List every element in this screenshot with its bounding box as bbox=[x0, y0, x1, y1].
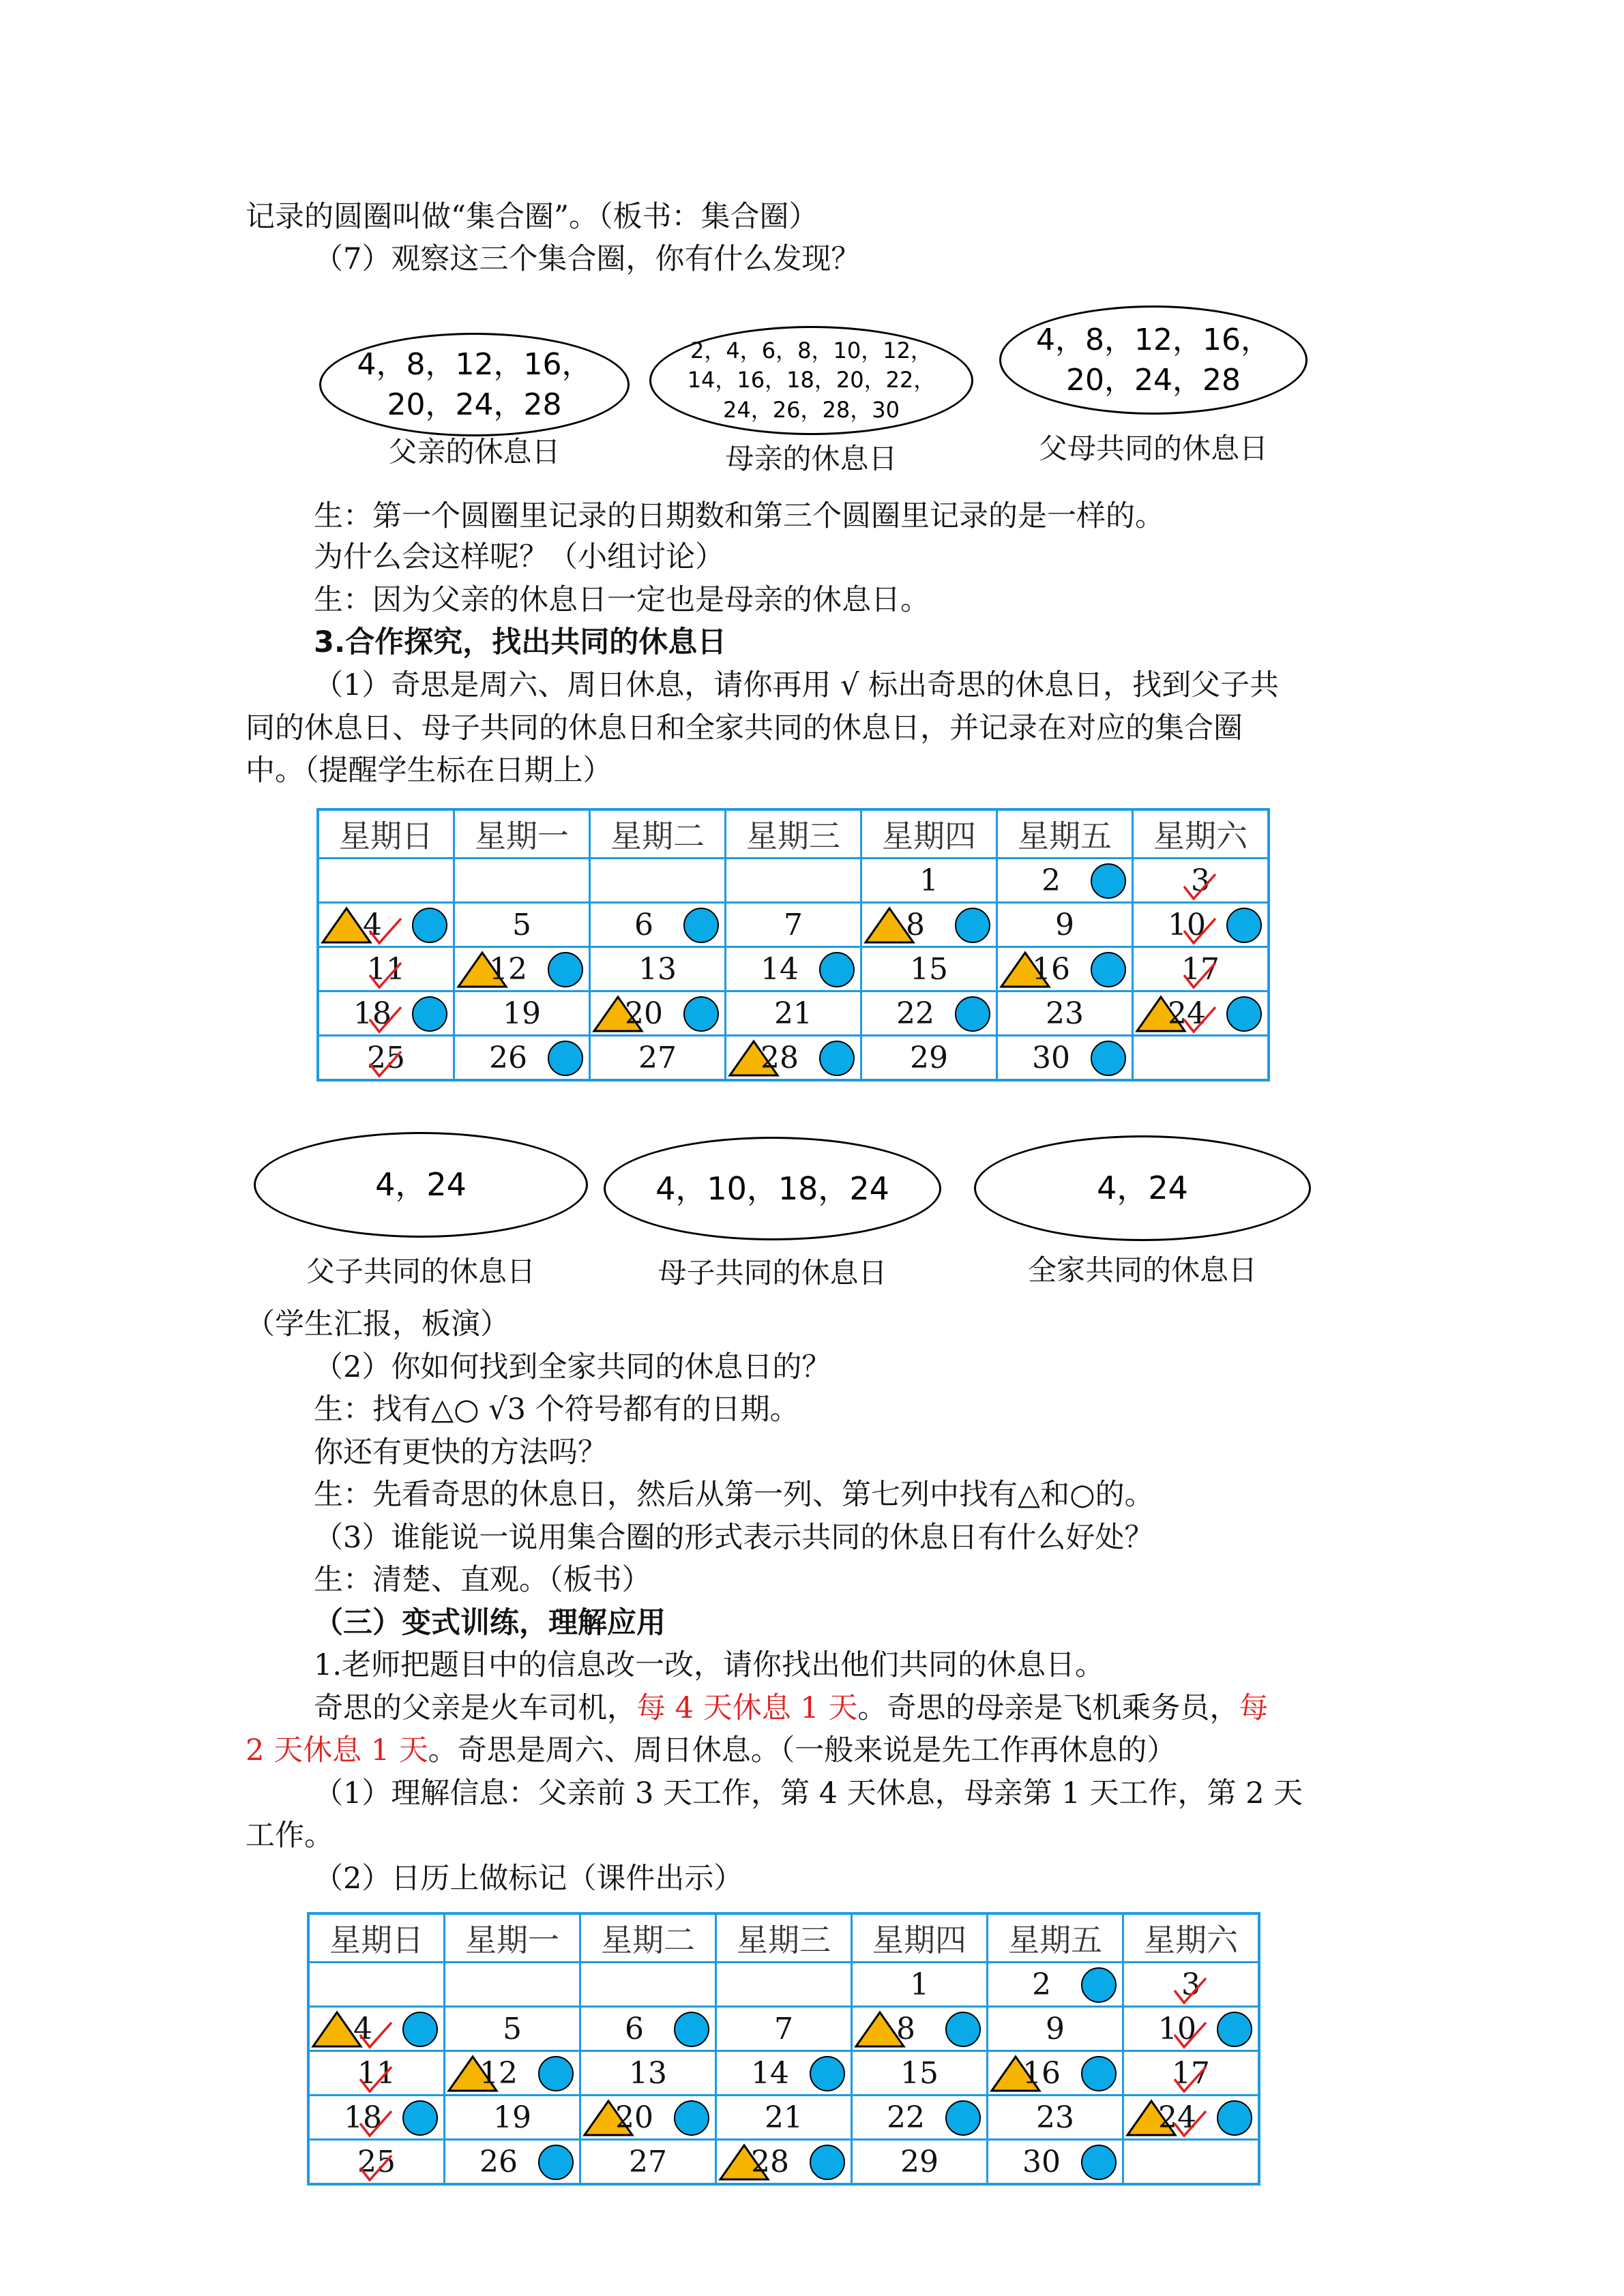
circle-mark-icon bbox=[548, 1041, 583, 1076]
text-line bbox=[314, 1688, 1268, 1729]
calendar-day-cell bbox=[318, 992, 454, 1036]
calendar-day-cell bbox=[308, 2140, 445, 2185]
text-line: 生：先看奇思的休息日，然后从第一列、第七列中找有△和○的。 bbox=[314, 1478, 1154, 1512]
day-number: 22 bbox=[887, 2100, 925, 2135]
highlight-text: 每 4 天休息 1 天 bbox=[636, 1691, 858, 1725]
calendar-day-cell bbox=[716, 2096, 852, 2140]
circle-mark-icon bbox=[819, 1041, 855, 1076]
day-number: 18 bbox=[344, 2100, 382, 2135]
calendar-week-row bbox=[308, 2007, 1259, 2051]
calendar-week-row bbox=[308, 2051, 1259, 2096]
calendar-day-cell bbox=[997, 992, 1133, 1036]
circle-mark-icon bbox=[674, 2012, 709, 2047]
day-number: 8 bbox=[896, 2011, 915, 2046]
weekday-header: 星期三 bbox=[726, 809, 861, 859]
day-number: 20 bbox=[615, 2100, 653, 2135]
weekday-header: 星期五 bbox=[988, 1913, 1123, 1963]
calendar-day-cell bbox=[1123, 2051, 1260, 2096]
set-values: 14，16，18，20，22， bbox=[687, 367, 936, 393]
day-number: 20 bbox=[625, 996, 663, 1031]
day-number: 6 bbox=[634, 907, 653, 942]
section-heading: 3.合作探究，找出共同的休息日 bbox=[314, 625, 727, 659]
day-number: 1 bbox=[910, 1967, 929, 2002]
circle-mark-icon bbox=[945, 2100, 981, 2136]
calendar-week-row bbox=[318, 1036, 1269, 1081]
circle-mark-icon bbox=[412, 908, 447, 943]
calendar-day-cell bbox=[454, 947, 590, 992]
day-number: 28 bbox=[751, 2144, 789, 2179]
calendar-day-cell bbox=[1123, 2007, 1260, 2051]
calendar-day-cell bbox=[988, 2051, 1123, 2096]
calendar-day-cell bbox=[1123, 2096, 1260, 2140]
calendar-day-cell bbox=[580, 2007, 716, 2051]
calendar-week-row bbox=[318, 903, 1269, 947]
text-line: （1）理解信息：父亲前 3 天工作，第 4 天休息，母亲第 1 天工作，第 2 天 bbox=[314, 1776, 1303, 1810]
text-part: 奇思的父亲是火车司机， bbox=[314, 1691, 636, 1725]
checkmark-icon bbox=[1181, 871, 1218, 901]
calendar-day-cell bbox=[852, 1963, 988, 2007]
set-values: 4，10，18，24 bbox=[655, 1169, 889, 1207]
text-line: 生：找有△○ √3 个符号都有的日期。 bbox=[314, 1392, 799, 1427]
calendar-day-cell bbox=[726, 903, 861, 947]
calendar-day-cell bbox=[580, 2051, 716, 2096]
calendar-day-cell bbox=[590, 903, 726, 947]
checkmark-icon bbox=[357, 2064, 394, 2094]
calendar-day-cell bbox=[445, 1963, 580, 2007]
day-number: 1 bbox=[919, 863, 939, 898]
set-caption: 父母共同的休息日 bbox=[1038, 432, 1268, 465]
set-circle bbox=[604, 1137, 941, 1240]
set-values: 4，8，12，16， bbox=[357, 346, 592, 382]
calendar-day-cell bbox=[861, 947, 997, 992]
calendar-day-cell bbox=[318, 1036, 454, 1081]
circle-mark-icon bbox=[1226, 996, 1262, 1032]
set-caption: 母子共同的休息日 bbox=[658, 1256, 887, 1289]
day-number: 19 bbox=[503, 996, 541, 1031]
calendar-week-row bbox=[308, 2140, 1259, 2185]
set-caption: 父子共同的休息日 bbox=[306, 1255, 535, 1288]
day-number: 26 bbox=[479, 2144, 518, 2179]
circle-mark-icon bbox=[538, 2145, 574, 2180]
weekday-header: 星期三 bbox=[716, 1913, 852, 1963]
text-line: 记录的圆圈叫做“集合圈”。（板书：集合圈） bbox=[246, 200, 818, 234]
calendar-week-row bbox=[318, 947, 1269, 992]
circle-mark-icon bbox=[810, 2056, 845, 2091]
set-caption: 父亲的休息日 bbox=[388, 435, 561, 468]
calendar-day-cell bbox=[852, 2096, 988, 2140]
day-number: 21 bbox=[765, 2100, 803, 2135]
weekday-header: 星期二 bbox=[590, 809, 726, 859]
day-number: 27 bbox=[629, 2144, 667, 2179]
day-number: 15 bbox=[910, 951, 948, 987]
day-number: 25 bbox=[367, 1040, 405, 1075]
day-number: 27 bbox=[638, 1040, 677, 1075]
set-circle bbox=[999, 305, 1308, 415]
circle-mark-icon bbox=[402, 2012, 438, 2047]
text-line: 生：清楚、直观。（板书） bbox=[314, 1563, 651, 1597]
day-number: 24 bbox=[1158, 2100, 1196, 2135]
calendar-day-cell bbox=[861, 859, 997, 903]
calendar-day-cell bbox=[726, 859, 861, 903]
day-number: 2 bbox=[1032, 1967, 1051, 2002]
calendar-day-cell bbox=[580, 2140, 716, 2185]
checkmark-icon bbox=[367, 1049, 404, 1079]
calendar-day-cell bbox=[318, 859, 454, 903]
checkmark-icon bbox=[357, 2153, 394, 2183]
checkmark-icon bbox=[367, 1004, 404, 1034]
text-line: （7）观察这三个集合圈，你有什么发现？ bbox=[314, 242, 861, 276]
calendar-day-cell bbox=[1133, 992, 1269, 1036]
calendar-day-cell bbox=[1133, 1036, 1269, 1081]
circle-mark-icon bbox=[810, 2145, 845, 2180]
calendar-day-cell bbox=[988, 2007, 1123, 2051]
calendar-day-cell bbox=[454, 1036, 590, 1081]
day-number: 23 bbox=[1046, 996, 1084, 1031]
calendar-day-cell bbox=[716, 1963, 852, 2007]
calendar-day-cell bbox=[997, 859, 1133, 903]
circle-mark-icon bbox=[1081, 2145, 1117, 2180]
calendar-day-cell bbox=[852, 2007, 988, 2051]
weekday-header: 星期四 bbox=[852, 1913, 988, 1963]
day-number: 29 bbox=[900, 2144, 939, 2179]
highlight-text: 每 bbox=[1239, 1691, 1269, 1725]
set-caption: 母亲的休息日 bbox=[725, 442, 898, 475]
calendar-day-cell bbox=[308, 1963, 445, 2007]
circle-mark-icon bbox=[674, 2100, 709, 2136]
day-number: 8 bbox=[906, 907, 925, 942]
day-number: 10 bbox=[1158, 2011, 1196, 2046]
text-line: （2）你如何找到全家共同的休息日的？ bbox=[314, 1350, 831, 1384]
checkmark-icon bbox=[1172, 1976, 1209, 2006]
day-number: 11 bbox=[357, 2055, 396, 2091]
checkmark-icon bbox=[1181, 916, 1218, 946]
day-number: 4 bbox=[353, 2011, 372, 2046]
text-line bbox=[246, 1730, 1176, 1771]
text-line: 1.老师把题目中的信息改一改，请你找出他们共同的休息日。 bbox=[314, 1648, 1105, 1682]
day-number: 18 bbox=[353, 996, 392, 1031]
day-number: 22 bbox=[896, 996, 934, 1031]
calendar-day-cell bbox=[445, 2007, 580, 2051]
calendar-day-cell bbox=[454, 992, 590, 1036]
calendar-week-row bbox=[318, 992, 1269, 1036]
calendar-day-cell bbox=[726, 947, 861, 992]
day-number: 5 bbox=[512, 907, 531, 942]
weekday-header: 星期六 bbox=[1123, 1913, 1260, 1963]
day-number: 23 bbox=[1036, 2100, 1074, 2135]
calendar-day-cell bbox=[454, 903, 590, 947]
highlight-text: 2 天休息 1 天 bbox=[246, 1733, 428, 1768]
circle-mark-icon bbox=[1081, 1967, 1117, 2003]
weekday-header: 星期一 bbox=[445, 1913, 580, 1963]
checkmark-icon bbox=[357, 2108, 394, 2138]
set-circle bbox=[319, 333, 630, 436]
checkmark-icon bbox=[1181, 1004, 1218, 1034]
day-number: 12 bbox=[479, 2055, 518, 2091]
calendar-day-cell bbox=[716, 2051, 852, 2096]
day-number: 14 bbox=[751, 2055, 789, 2091]
calendar-day-cell bbox=[852, 2051, 988, 2096]
text-part: 。奇思是周六、周日休息。（一般来说是先工作再休息的） bbox=[428, 1733, 1177, 1768]
circle-mark-icon bbox=[683, 996, 719, 1032]
day-number: 26 bbox=[489, 1040, 527, 1075]
text-line: （3）谁能说一说用集合圈的形式表示共同的休息日有什么好处？ bbox=[314, 1521, 1154, 1555]
day-number: 9 bbox=[1055, 907, 1074, 942]
calendar-day-cell bbox=[997, 947, 1133, 992]
set-values: 20，24，28 bbox=[1066, 363, 1241, 398]
circle-mark-icon bbox=[955, 908, 990, 943]
set-values: 2，4，6，8，10，12， bbox=[690, 338, 932, 364]
circle-mark-icon bbox=[1091, 1041, 1126, 1076]
checkmark-icon bbox=[1181, 960, 1218, 990]
calendar-day-cell bbox=[580, 2096, 716, 2140]
text-line: 同的休息日、母子共同的休息日和全家共同的休息日，并记录在对应的集合圈 bbox=[246, 711, 1243, 745]
circle-mark-icon bbox=[412, 996, 447, 1032]
weekday-header: 星期一 bbox=[454, 809, 590, 859]
day-number: 12 bbox=[489, 951, 527, 987]
calendar-day-cell bbox=[308, 2051, 445, 2096]
circle-mark-icon bbox=[1226, 908, 1262, 943]
circle-mark-icon bbox=[1217, 2012, 1252, 2047]
circle-mark-icon bbox=[538, 2056, 574, 2091]
set-caption: 全家共同的休息日 bbox=[1027, 1253, 1257, 1287]
text-line: 生：第一个圆圈里记录的日期数和第三个圆圈里记录的是一样的。 bbox=[314, 499, 1164, 533]
calendar-day-cell bbox=[1123, 2140, 1260, 2185]
weekday-header: 星期二 bbox=[580, 1913, 716, 1963]
checkmark-icon bbox=[1172, 2108, 1209, 2138]
calendar-table-2 bbox=[307, 1912, 1260, 2186]
day-number: 11 bbox=[367, 951, 405, 987]
text-part: 。奇思的母亲是飞机乘务员， bbox=[857, 1691, 1239, 1725]
day-number: 21 bbox=[774, 996, 812, 1031]
section-heading: （三）变式训练，理解应用 bbox=[314, 1606, 666, 1640]
calendar-day-cell bbox=[590, 859, 726, 903]
text-line: 为什么会这样呢？（小组讨论） bbox=[314, 540, 724, 574]
day-number: 6 bbox=[625, 2011, 644, 2046]
calendar-day-cell bbox=[1133, 903, 1269, 947]
day-number: 3 bbox=[1191, 863, 1210, 898]
day-number: 17 bbox=[1172, 2055, 1210, 2091]
day-number: 17 bbox=[1181, 951, 1220, 987]
text-line: 工作。 bbox=[246, 1819, 334, 1853]
calendar-day-cell bbox=[1123, 1963, 1260, 2007]
text-line: 中。（提醒学生标在日期上） bbox=[246, 754, 612, 788]
calendar-day-cell bbox=[318, 947, 454, 992]
day-number: 29 bbox=[910, 1040, 948, 1075]
calendar-day-cell bbox=[580, 1963, 716, 2007]
circle-mark-icon bbox=[683, 908, 719, 943]
day-number: 5 bbox=[503, 2011, 522, 2046]
day-number: 14 bbox=[761, 951, 799, 987]
calendar-day-cell bbox=[997, 1036, 1133, 1081]
calendar-day-cell bbox=[590, 992, 726, 1036]
calendar-day-cell bbox=[308, 2007, 445, 2051]
calendar-day-cell bbox=[861, 992, 997, 1036]
text-line: 你还有更快的方法吗？ bbox=[314, 1435, 607, 1470]
calendar-day-cell bbox=[726, 992, 861, 1036]
text-line: 生：因为父亲的休息日一定也是母亲的休息日。 bbox=[314, 583, 930, 617]
calendar-week-row bbox=[308, 1963, 1259, 2007]
weekday-header: 星期五 bbox=[997, 809, 1133, 859]
calendar-day-cell bbox=[1133, 859, 1269, 903]
day-number: 9 bbox=[1046, 2011, 1065, 2046]
day-number: 7 bbox=[774, 2011, 793, 2046]
weekday-header: 星期日 bbox=[308, 1913, 445, 1963]
calendar-day-cell bbox=[590, 1036, 726, 1081]
calendar-day-cell bbox=[988, 1963, 1123, 2007]
day-number: 4 bbox=[363, 907, 382, 942]
day-number: 15 bbox=[900, 2055, 939, 2091]
calendar-day-cell bbox=[861, 1036, 997, 1081]
text-line: （学生汇报，板演） bbox=[246, 1307, 510, 1341]
calendar-day-cell bbox=[988, 2140, 1123, 2185]
circle-mark-icon bbox=[945, 2012, 981, 2047]
day-number: 10 bbox=[1168, 907, 1206, 942]
calendar-day-cell bbox=[997, 903, 1133, 947]
calendar-day-cell bbox=[308, 2096, 445, 2140]
day-number: 16 bbox=[1022, 2055, 1061, 2091]
calendar-table-1 bbox=[316, 808, 1270, 1082]
calendar-day-cell bbox=[1133, 947, 1269, 992]
day-number: 24 bbox=[1168, 996, 1206, 1031]
text-line: （2）日历上做标记（课件出示） bbox=[314, 1862, 743, 1896]
set-values: 4，24 bbox=[375, 1166, 467, 1204]
circle-mark-icon bbox=[1091, 952, 1126, 987]
day-number: 16 bbox=[1032, 951, 1070, 987]
checkmark-icon bbox=[357, 2020, 394, 2050]
circle-mark-icon bbox=[402, 2100, 438, 2136]
day-number: 30 bbox=[1022, 2144, 1061, 2179]
day-number: 7 bbox=[784, 907, 803, 942]
set-values: 24，26，28，30 bbox=[723, 396, 900, 423]
checkmark-icon bbox=[367, 916, 404, 946]
set-circle bbox=[254, 1132, 588, 1238]
calendar-week-row bbox=[308, 2096, 1259, 2140]
weekday-header: 星期六 bbox=[1133, 809, 1269, 859]
calendar-day-cell bbox=[861, 903, 997, 947]
text-line: （1）奇思是周六、周日休息，请你再用 √ 标出奇思的休息日，找到父子共 bbox=[314, 668, 1280, 702]
day-number: 3 bbox=[1181, 1967, 1200, 2002]
checkmark-icon bbox=[367, 960, 404, 990]
circle-mark-icon bbox=[548, 952, 583, 987]
calendar-day-cell bbox=[590, 947, 726, 992]
set-values: 4，24 bbox=[1097, 1169, 1188, 1207]
day-number: 28 bbox=[761, 1040, 799, 1075]
day-number: 30 bbox=[1032, 1040, 1070, 1075]
calendar-day-cell bbox=[445, 2051, 580, 2096]
calendar-week-row bbox=[318, 859, 1269, 903]
calendar-day-cell bbox=[445, 2096, 580, 2140]
calendar-day-cell bbox=[454, 859, 590, 903]
circle-mark-icon bbox=[1081, 2056, 1117, 2091]
calendar-day-cell bbox=[716, 2007, 852, 2051]
circle-mark-icon bbox=[1091, 863, 1126, 899]
circle-mark-icon bbox=[1217, 2100, 1252, 2136]
checkmark-icon bbox=[1172, 2020, 1209, 2050]
set-values: 4，8，12，16， bbox=[1036, 322, 1271, 357]
set-values: 20，24，28 bbox=[387, 387, 562, 422]
circle-mark-icon bbox=[819, 952, 855, 987]
weekday-header: 星期四 bbox=[861, 809, 997, 859]
calendar-day-cell bbox=[445, 2140, 580, 2185]
checkmark-icon bbox=[1172, 2064, 1209, 2094]
day-number: 13 bbox=[629, 2055, 667, 2091]
calendar-day-cell bbox=[852, 2140, 988, 2185]
day-number: 19 bbox=[493, 2100, 531, 2135]
calendar-day-cell bbox=[716, 2140, 852, 2185]
set-circle bbox=[649, 326, 973, 435]
calendar-day-cell bbox=[726, 1036, 861, 1081]
calendar-day-cell bbox=[988, 2096, 1123, 2140]
day-number: 25 bbox=[357, 2144, 396, 2179]
circle-mark-icon bbox=[955, 996, 990, 1032]
weekday-header: 星期日 bbox=[318, 809, 454, 859]
day-number: 2 bbox=[1042, 863, 1061, 898]
calendar-day-cell bbox=[318, 903, 454, 947]
set-circle bbox=[974, 1135, 1311, 1241]
day-number: 13 bbox=[638, 951, 677, 987]
